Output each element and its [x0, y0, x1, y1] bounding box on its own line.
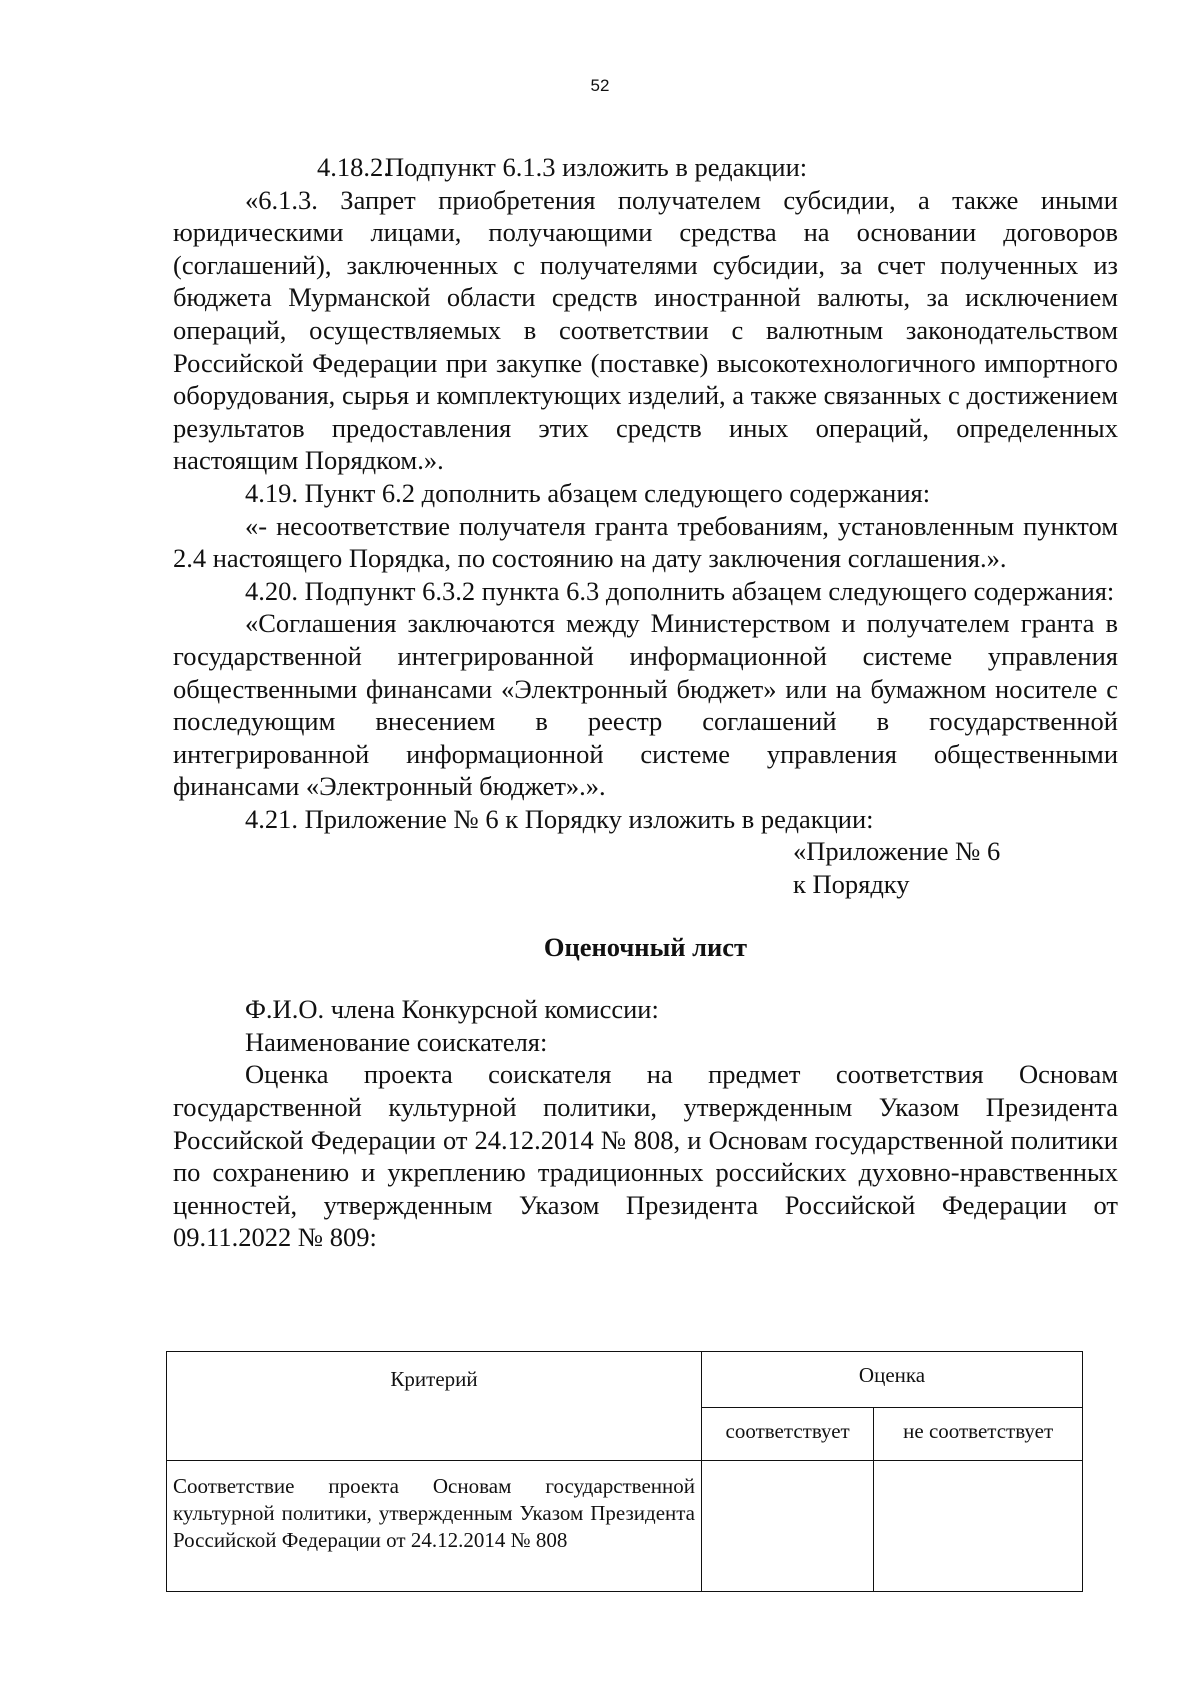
- commission-member-field: Ф.И.О. члена Конкурсной комиссии:: [245, 994, 659, 1025]
- no-cell: [874, 1461, 1083, 1592]
- paragraph-4-18-2: [173, 151, 1118, 184]
- paragraph-4-21: 4.21. Приложение № 6 к Порядку изложить в редакции:: [245, 803, 874, 834]
- table-row: [167, 1461, 1083, 1592]
- paragraph-requirement: «- несоответствие получателя гранта требованиям, установленным пунктом 2.4 настоящего Порядка, по состоянию на дату заключения соглашения.».: [173, 510, 1118, 574]
- header-yes: соответствует: [702, 1407, 874, 1460]
- criterion-cell: Соответствие проекта Основам государственной культурной политики, утвержденным Указом Президента Российской Федерации от 24.12.2014 № 808: [167, 1461, 702, 1592]
- paragraph-6-1-3: «6.1.3. Запрет приобретения получателем субсидии, а также иными юридическими лицами, получающими средства на основании договоров (соглашений), заключенных с получателями субсидии, за счет полученных из бюджета Мурманской области средств иностранной валюты, за исключением операций, осуществляемых в соответствии с валютным законодательством Российской Федерации при закупке (поставке) высокотехнологичного импортного оборудования, сырья и комплектующих изделий, а также связанных с достижением результатов предоставления этих средств иных операций, определенных настоящим Порядком.».: [173, 184, 1118, 476]
- header-score: Оценка: [702, 1352, 1083, 1408]
- header-no: не соответствует: [874, 1407, 1083, 1460]
- paragraph-agreements: «Соглашения заключаются между Министерством и получателем гранта в государственной интегрированной информационной системе управления общественными финансами «Электронный бюджет» или на бумажном носителе с последующим внесением в реестр соглашений в государственной интегрированной информационной системе управления общественными финансами «Электронный бюджет».».: [173, 608, 1118, 802]
- item-text: Подпункт 6.1.3 изложить в редакции:: [385, 152, 808, 182]
- paragraph-4-20: 4.20. Подпункт 6.3.2 пункта 6.3 дополнить абзацем следующего содержания:: [245, 575, 1115, 606]
- appendix-line-1: «Приложение № 6: [793, 836, 1001, 867]
- applicant-name-field: Наименование соискателя:: [245, 1026, 548, 1057]
- appendix-line-2: к Порядку: [793, 869, 910, 900]
- yes-cell: [702, 1461, 874, 1592]
- document-title: Оценочный лист: [543, 931, 748, 962]
- evaluation-paragraph: Оценка проекта соискателя на предмет соответствия Основам государственной культурной политики, утвержденным Указом Президента Российской Федерации от 24.12.2014 № 808, и Основам государственной политики по сохранению и укреплению традиционных российских духовно-нравственных ценностей, утвержденным Указом Президента Российской Федерации от 09.11.2022 № 809:: [173, 1059, 1118, 1253]
- item-number: 4.18.2.: [317, 152, 390, 182]
- paragraph-4-19: 4.19. Пункт 6.2 дополнить абзацем следующего содержания:: [245, 477, 931, 508]
- header-criterion: Критерий: [167, 1352, 702, 1461]
- page-number: 52: [590, 76, 610, 95]
- evaluation-table: [166, 1351, 1083, 1592]
- document-body: [173, 151, 1118, 1254]
